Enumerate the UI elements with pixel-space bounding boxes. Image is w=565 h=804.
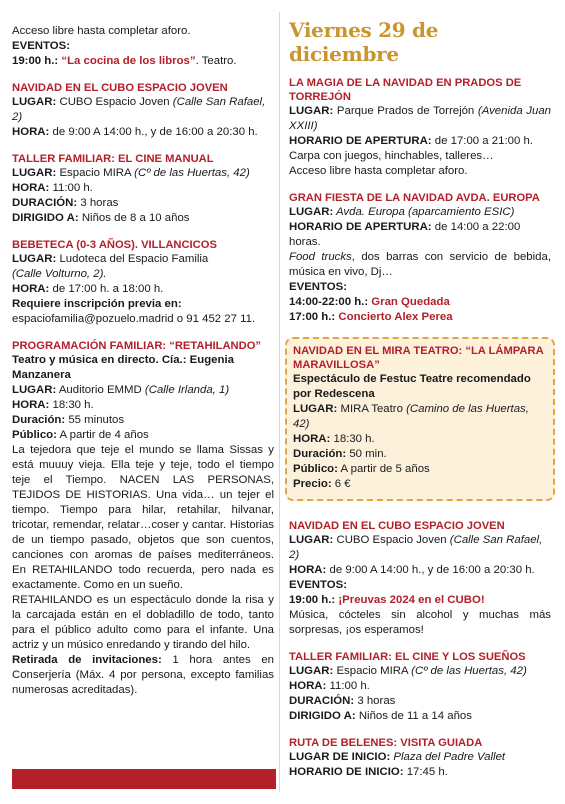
label: Duración: [293,448,347,460]
event-duration [12,413,274,428]
label: Duración: [12,414,66,426]
value: A partir de 5 años [337,463,430,475]
event-magia [289,76,551,179]
event-location [289,664,551,679]
value: CUBO Espacio Joven [333,534,450,546]
event-time: 14:00-22:00 h.: [289,296,369,308]
value: 50 min. [346,448,387,460]
event-title: LA MAGIA DE LA NAVIDAD EN PRADOS DE TORREJÓN [289,77,522,103]
footer-bar [12,769,276,789]
event-description: Música, cócteles sin alcohol y muchas más sorpresas, ¡os esperamos! [289,609,551,636]
value: 11:00 h. [49,182,93,194]
event-hours [289,765,551,780]
event-name: “La cocina de los libros” [61,55,196,67]
label: DIRIGIDO A: [289,710,356,722]
label: DURACIÓN: [289,695,355,707]
events-label: EVENTOS: [12,40,71,52]
event-type: . Teatro. [195,55,237,67]
event-location [12,166,274,181]
value: 3 horas [354,695,396,707]
event-cubo-2 [289,519,551,638]
event-hours [293,432,547,447]
highlight-box-lampara [285,337,555,501]
label: LUGAR: [289,534,334,546]
event-hours [12,181,274,196]
event-retahilando [12,339,274,698]
event-title: NAVIDAD EN EL MIRA TEATRO: “LA LÁMPARA MARAVILLOSA” [293,345,544,371]
value: 3 horas [77,197,119,209]
event-hours [289,679,551,694]
value: 11:00 h. [326,680,370,692]
value: Ludoteca del Espacio Familia [56,253,209,265]
event-time: 17:00 h.: [289,311,336,323]
value: , dos barras con servicio de bebida, música en vivo, Dj… [289,251,551,278]
event-cine-suenos [289,650,551,724]
address: Plaza del Padre Vallet [390,751,506,763]
event-audience [12,428,274,443]
event-title: BEBETECA (0-3 AÑOS). VILLANCICOS [12,239,217,251]
intro-block [12,24,274,69]
event-description-2: RETAHILANDO es un espectáculo donde la risa y la carcajada están en el dobladillo de todo, tanto para el público adulto como para el infante. Una actriz y un músico enredando y tirando del hilo. [12,594,274,651]
value: CUBO Espacio Joven [56,96,173,108]
event-subtitle: Teatro y música en directo. Cía.: Eugenia Manzanera [12,354,234,381]
event-line [12,54,274,69]
event-time: 19:00 h.: [289,594,336,606]
event-location [289,533,551,563]
label: HORA: [12,126,50,138]
event-hours [289,220,551,250]
event-location [12,95,274,125]
label: HORA: [293,433,331,445]
value: Niños de 11 a 14 años [355,710,472,722]
event-belenes [289,736,551,780]
event-hours [289,563,551,578]
label: Precio: [293,478,332,490]
event-location [289,205,551,220]
event-title: RUTA DE BELENES: VISITA GUIADA [289,737,483,749]
label: LUGAR: [12,384,57,396]
address: (Camino de las Huertas, 42) [293,403,529,430]
event-location [12,383,274,398]
value: 1 hora antes en Conserjería (Máx. 4 por persona, excepto familias numerosas acreditadas). [12,654,274,696]
label: HORA: [12,283,50,295]
label: HORA: [289,564,327,576]
value: A partir de 4 años [56,429,149,441]
event-duration [289,694,551,709]
value: Espacio MIRA [56,167,135,179]
address: (Cº de las Huertas, 42) [134,167,250,179]
events-label: EVENTOS: [289,281,348,293]
event-time: 19:00 h.: [12,55,59,67]
label: HORARIO DE APERTURA: [289,221,432,233]
label: HORA: [12,182,50,194]
value: de 9:00 A 14:00 h., y de 16:00 a 20:30 h. [49,126,258,138]
label: DURACIÓN: [12,197,78,209]
label: LUGAR: [289,665,334,677]
event-location [12,252,274,267]
event-name: Gran Quedada [368,296,450,308]
label: LUGAR: [293,403,338,415]
event-cubo [12,81,274,140]
value: 6 € [331,478,351,490]
value: 17:45 h. [403,766,448,778]
label: HORA: [12,399,50,411]
event-audience [293,462,547,477]
label: Público: [293,463,338,475]
event-duration [12,196,274,211]
events-label: EVENTOS: [289,579,348,591]
value: Parque Prados de Torrejón [333,105,478,117]
event-bebeteca [12,238,274,327]
event-hours [12,125,274,140]
event-name: Concierto Alex Perea [335,311,453,323]
event-cine-manual [12,152,274,226]
label: LUGAR: [289,105,334,117]
address: (Calle San Rafael, 2) [289,534,543,561]
event-hours [12,282,274,297]
address: (Calle San Rafael, 2) [12,96,266,123]
event-location [293,402,547,432]
registration-note: Requiere inscripción previa en: [12,298,182,310]
value: Espacio MIRA [333,665,412,677]
event-line [289,593,551,608]
event-hours [289,134,551,149]
value: MIRA Teatro [337,403,407,415]
label: LUGAR: [12,96,57,108]
event-fiesta-europa [289,191,551,325]
event-hours [12,398,274,413]
access-note: Acceso libre hasta completar aforo. [12,25,191,37]
address: (Cº de las Huertas, 42) [411,665,527,677]
day-heading: Viernes 29 de diciembre [289,18,439,66]
value: de 17:00 h. a 18:00 h. [49,283,164,295]
label: HORARIO DE INICIO: [289,766,404,778]
event-title: TALLER FAMILIAR: EL CINE MANUAL [12,153,214,165]
label: LUGAR: [289,206,334,218]
event-title: NAVIDAD EN EL CUBO ESPACIO JOVEN [12,82,228,94]
event-title: PROGRAMACIÓN FAMILIAR: “RETAHILANDO” [12,340,262,352]
label: Público: [12,429,57,441]
event-duration [293,447,547,462]
event-description: La tejedora que teje el mundo se llama Sissas y está muuuy vieja. Ella teje y teje, todo el tiempo teje el Tiempo. NACEN LAS PERSONAS, TEJIDOS DE HISTORIAS. Una vida… un tejer el tiempo. Tiempo para hilar, retahilar, hilvanar, tricotar, remendar, relatar…coser y cantar. Historias de un tiempo pasado, objetos que son cuentos, canciones con aromas de países mediterráneos. En RETAHILANDO todo recuerda, pero nada es exactamente. Como en un sueño. [12,444,274,591]
label: LUGAR DE INICIO: [289,751,391,763]
address: Avda. Europa (aparcamiento ESIC) [333,206,515,218]
label: HORARIO DE APERTURA: [289,135,432,147]
event-line [289,310,551,325]
value: 55 minutos [65,414,125,426]
event-line [289,295,551,310]
label: Retirada de invitaciones: [12,654,162,666]
food-trucks: Food trucks [289,251,352,263]
event-location [289,104,551,134]
event-name: ¡Preuvas 2024 en el CUBO! [335,594,485,606]
address: (Avenida Juan XXIII) [289,105,551,132]
value: 18:30 h. [330,433,375,445]
value: de 17:00 a 21:00 h. [431,135,533,147]
label: HORA: [289,680,327,692]
label: DIRIGIDO A: [12,212,79,224]
event-description [289,250,551,280]
label: LUGAR: [12,253,57,265]
label: LUGAR: [12,167,57,179]
contact-info: espaciofamilia@pozuelo.madrid o 91 452 27 11. [12,313,256,325]
event-price [293,477,547,492]
event-title: GRAN FIESTA DE LA NAVIDAD AVDA. EUROPA [289,192,540,204]
left-column [12,0,274,710]
event-audience [289,709,551,724]
value: de 9:00 A 14:00 h., y de 16:00 a 20:30 h. [326,564,535,576]
event-audience [12,211,274,226]
right-column [289,0,551,792]
value: 18:30 h. [49,399,94,411]
event-address: (Calle Volturno, 2). [12,268,107,280]
value: Niños de 8 a 10 años [78,212,190,224]
event-title: TALLER FAMILIAR: EL CINE Y LOS SUEÑOS [289,651,526,663]
column-separator [279,12,280,792]
event-location [289,750,551,765]
address: (Calle Irlanda, 1) [144,384,230,396]
event-title: NAVIDAD EN EL CUBO ESPACIO JOVEN [289,520,505,532]
tickets-note [12,653,274,698]
event-subtitle: Espectáculo de Festuc Teatre recomendado por Redescena [293,373,531,400]
value: de 14:00 a 22:00 horas. [289,221,521,248]
value: Auditorio EMMD [56,384,145,396]
event-description: Carpa con juegos, hinchables, talleres… [289,150,494,162]
access-note: Acceso libre hasta completar aforo. [289,165,468,177]
